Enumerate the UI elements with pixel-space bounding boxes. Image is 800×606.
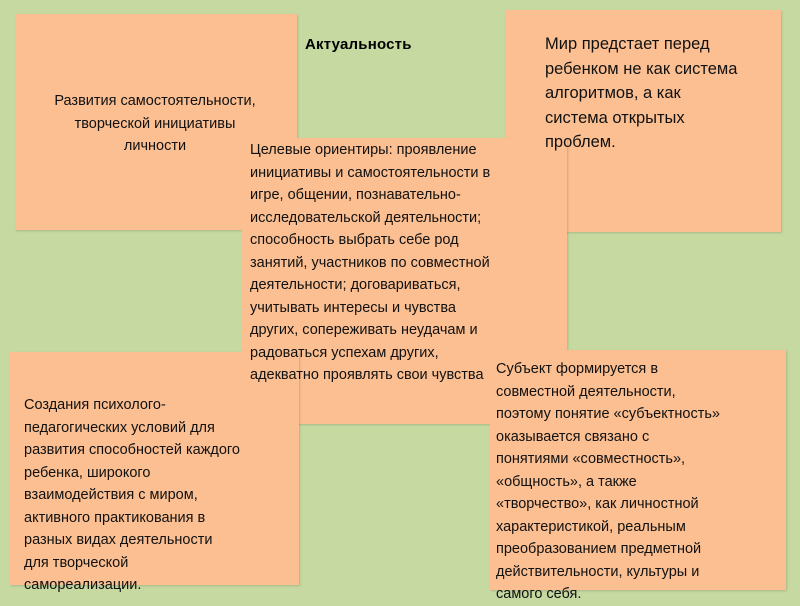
top-right-text: Мир предстает перед ребенком не как система алгоритмов, а как система открытых проблем.: [545, 35, 738, 151]
bottom-left-text: Создания психолого- педагогических условий для развития способностей каждого ребенка, широкого взаимодействия с миром, активного практикования в разных видах деятельности для творческой самореализации.: [24, 397, 240, 593]
top-left-text: Развития самостоятельности, творческой инициативы личности: [54, 93, 256, 154]
bottom-right-text: Субъект формируется в совместной деятельности, поэтому понятие «субъектность» оказывается связано с понятиями «совместность», «общность», а также «творчество», как личностной характеристикой, реальным преобразованием предметной действительности, культуры и самого себя.: [496, 361, 720, 602]
center-text: Целевые ориентиры: проявление инициативы и самостоятельности в игре, общении, познавательно- исследовательской деятельности; способность выбрать себе род занятий, участников по совместной деятельности; договариваться, учитывать интересы и чувства других, сопереживать неудачам и радоваться успехам других, адекватно проявлять свои чувства: [250, 142, 491, 383]
slide-title: Актуальность: [305, 36, 412, 53]
